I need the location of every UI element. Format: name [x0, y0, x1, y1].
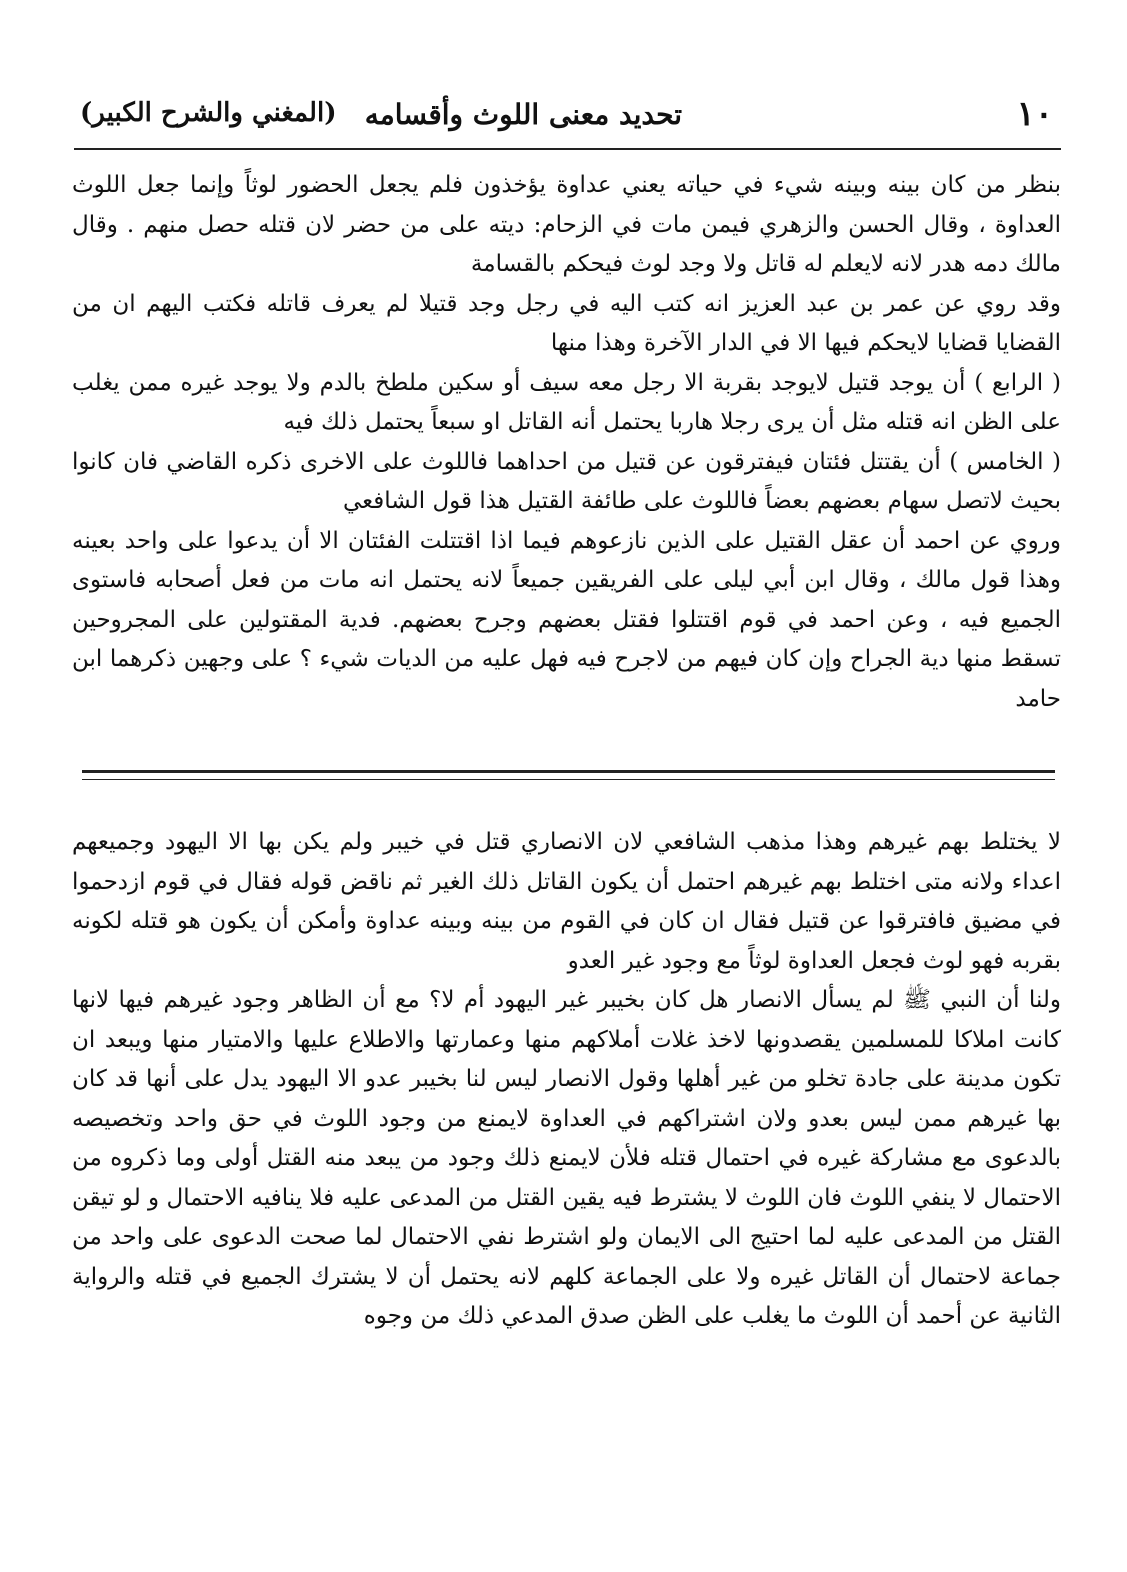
section-divider: [82, 770, 1055, 780]
section-title: تحديد معنى اللوث وأقسامه: [364, 98, 682, 131]
page-number: ١٠: [1016, 94, 1053, 134]
paragraph: لا يختلط بهم غيرهم وهذا مذهب الشافعي لان الانصاري قتل في خيبر ولم يكن بها الا اليهود وجميعهم اعداء ولانه متى اختلط بهم غيرهم احتمل أن يكون القاتل ذلك الغير ثم ناقض قوله فقال في قوم ازدحموا في مضيق فافترقوا عن قتيل فقال ان كان في القوم من بينه وبينه عداوة وأمكن أن يكون هو قتله لكونه بقربه فهو لوث فجعل العداوة لوثاً مع وجود غير العدو: [72, 829, 1061, 974]
page-header: [62, 86, 1067, 146]
paragraph: بنظر من كان بينه وبينه شيء في حياته يعني عداوة يؤخذون فلم يجعل الحضور لوثاً وإنما جعل اللوث العداوة ، وقال الحسن والزهري فيمن مات في الزحام: ديته على من حضر لان قتله حصل منهم . وقال مالك دمه هدر لانه لايعلم له قاتل ولا وجد لوث فيحكم بالقسامة: [72, 172, 1061, 277]
book-title: (المغني والشرح الكبير): [80, 98, 337, 128]
main-text: [72, 166, 1061, 719]
paragraph: ( الرابع ) أن يوجد قتيل لايوجد بقربة الا رجل معه سيف أو سكين ملطخ بالدم ولا يوجد غيره ممن يغلب على الظن انه قتله مثل أن يرى رجلا هاربا يحتمل أنه القاتل او سبعاً يحتمل ذلك فيه: [72, 369, 1061, 435]
paragraph: ولنا أن النبي ﷺ لم يسأل الانصار هل كان بخيبر غير اليهود أم لا؟ مع أن الظاهر وجود غيرهم فيها لانها كانت املاكا للمسلمين يقصدونها لاخذ غلات أملاكهم منها وعمارتها والاطلاع عليها والامتيار منها ويبعد ان تكون مدينة على جادة تخلو من غير أهلها وقول الانصار ليس لنا بخيبر عدو الا اليهود يدل على أنها قد كان بها غيرهم ممن ليس بعدو ولان اشتراكهم في العداوة لايمنع من وجود اللوث في حق واحد وتخصيصه بالدعوى مع مشاركة غيره في احتمال قتله فلأن لايمنع ذلك وجود من يبعد منه القتل أولى وما ذكروه من الاحتمال لا ينفي اللوث فان اللوث لا يشترط فيه يقين القتل من المدعى عليه فلا ينافيه الاحتمال و لو تيقن القتل من المدعى عليه لما احتيج الى الايمان ولو اشترط نفي الاحتمال لما صحت الدعوى على واحد من جماعة لاحتمال أن القاتل غيره ولا على الجماعة كلهم لانه يحتمل أن لا يشترك الجميع في قتله والرواية الثانية عن أحمد أن اللوث ما يغلب على الظن صدق المدعي ذلك من وجوه: [72, 987, 1061, 1329]
paragraph: ( الخامس ) أن يقتتل فئتان فيفترقون عن قتيل من احداهما فاللوث على الاخرى ذكره القاضي فان كانوا بحيث لاتصل سهام بعضهم بعضاً فاللوث على طائفة القتيل هذا قول الشافعي: [72, 448, 1061, 514]
commentary-text: [72, 823, 1061, 1337]
header-rule: [74, 148, 1061, 150]
paragraph: وقد روي عن عمر بن عبد العزيز انه كتب اليه في رجل وجد قتيلا لم يعرف قاتله فكتب اليهم ان من القضايا قضايا لايحكم فيها الا في الدار الآخرة وهذا منها: [72, 290, 1061, 356]
paragraph: وروي عن احمد أن عقل القتيل على الذين نازعوهم فيما اذا اقتتلت الفئتان الا أن يدعوا على واحد بعينه وهذا قول مالك ، وقال ابن أبي ليلى على الفريقين جميعاً لانه يحتمل انه مات من فعل أصحابه فاستوى الجميع فيه ، وعن احمد في قوم اقتتلوا فقتل بعضهم وجرح بعضهم. فدية المقتولين على المجروحين تسقط منها دية الجراح وإن كان فيهم من لاجرح فيه فهل عليه من الديات شيء ؟ على وجهين ذكرهما ابن حامد: [72, 527, 1061, 712]
book-page: [62, 86, 1067, 1546]
